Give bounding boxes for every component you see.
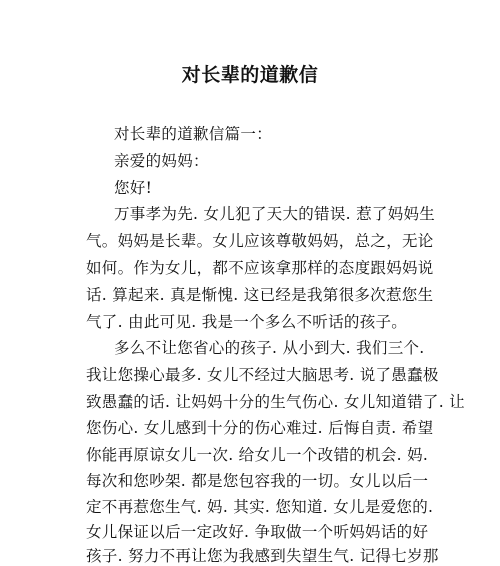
text-line: 致愚蠢的话. 让妈妈十分的生气伤心. 女儿知道错了. 让 (86, 393, 465, 411)
text-line: 每次和您吵架. 都是您包容我的一切。女儿以后一 (86, 472, 429, 490)
text-line: 对长辈的道歉信篇一： (114, 125, 273, 143)
text-line: 女儿保证以后一定改好. 争取做一个听妈妈话的好 (86, 523, 429, 541)
text-line: 话. 算起来. 真是惭愧. 这已经是我第很多次惹您生 (86, 286, 434, 304)
text-line: 定不再惹您生气. 妈. 其实. 您知道. 女儿是爱您的. (86, 498, 434, 516)
text-line: 你能再原谅女儿一次. 给女儿一个改错的机会. 妈. (86, 446, 429, 464)
text-line: 万事孝为先. 女儿犯了天大的错误. 惹了妈妈生 (114, 205, 436, 223)
text-line: 气了. 由此可见. 我是一个多么不听话的孩子。 (86, 313, 408, 331)
text-line: 如何。作为女儿，都不应该拿那样的态度跟妈妈说 (86, 259, 434, 277)
text-line: 我让您操心最多. 女儿不经过大脑思考. 说了愚蠢极 (86, 366, 439, 384)
text-line: 气。妈妈是长辈。女儿应该尊敬妈妈，总之，无论 (86, 232, 434, 250)
text-line: 您好! (114, 179, 153, 197)
text-line: 您伤心. 女儿感到十分的伤心难过. 后悔自责. 希望 (86, 419, 434, 437)
text-line: 多么不让您省心的孩子. 从小到大. 我们三个. (114, 339, 425, 357)
text-line: 亲爱的妈妈： (114, 152, 209, 170)
document-title: 对长辈的道歉信 (181, 64, 319, 86)
text-line: 孩子. 努力不再让您为我感到失望生气. 记得七岁那 (86, 547, 439, 565)
